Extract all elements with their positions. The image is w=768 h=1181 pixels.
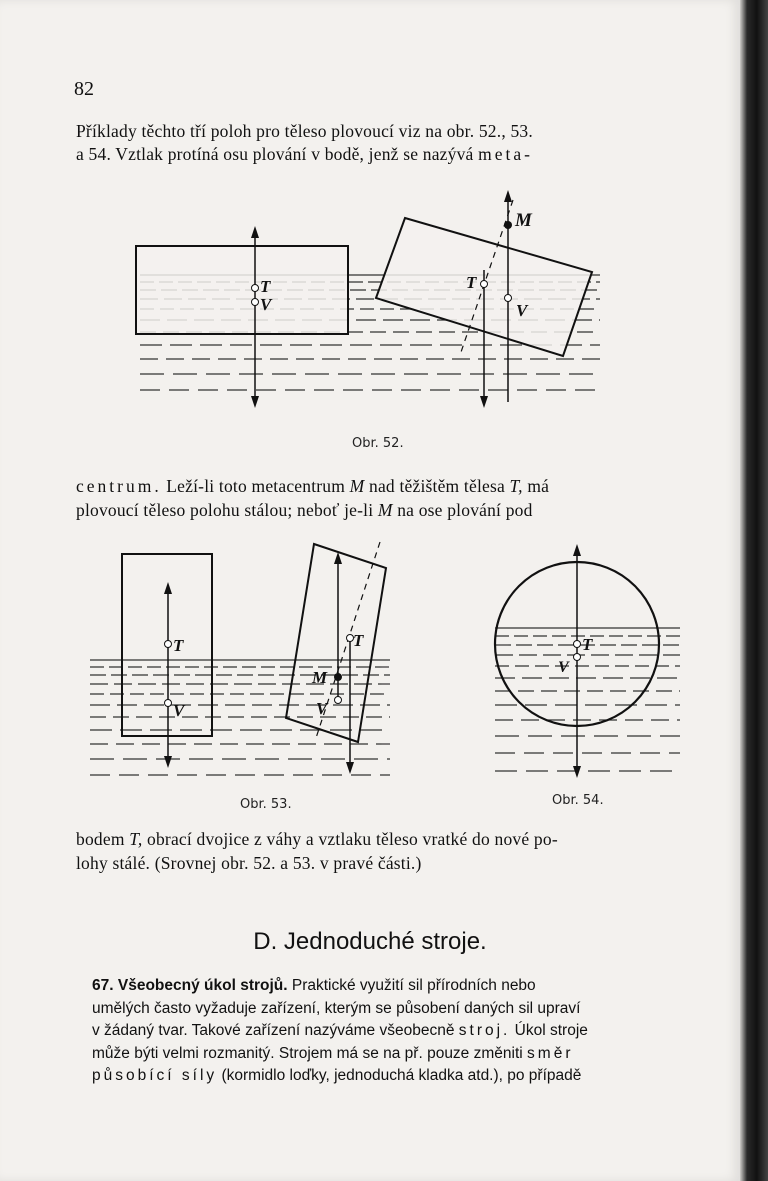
section-number: 67. [92, 977, 114, 994]
point-M [334, 673, 342, 681]
label-M: M [515, 210, 532, 231]
mid-line-2-text: plovoucí těleso polohu stálou; neboť je-li [76, 500, 374, 520]
label-T: T [173, 636, 184, 655]
symbol-T: T, [509, 476, 523, 496]
page-number: 82 [74, 78, 94, 100]
mid-spaced-word: centrum. [76, 476, 162, 496]
symbol-M: M [377, 500, 393, 520]
point-V [252, 299, 259, 306]
section-line-4-start: může býti velmi rozmanitý. Strojem má se na př. pouze změniti [92, 1044, 523, 1062]
arrow-up-icon [504, 190, 512, 202]
point-V [505, 295, 512, 302]
mid-line-2-end: na ose plování pod [397, 500, 533, 520]
after-line-1-text: obrací dvojice z váhy a vztlaku těleso vratké do nové po- [147, 829, 558, 849]
intro-line-2-text: a 54. Vztlak protíná osu plování v bodě, jenž se nazývá [76, 144, 474, 164]
section-spaced-sily: působící síly [92, 1067, 218, 1084]
mid-line-1-end: má [527, 476, 550, 496]
label-T: T [353, 631, 364, 650]
section-spaced-stroj: stroj. [458, 1022, 511, 1039]
section-heading: D. Jednoduché stroje. [253, 928, 487, 955]
figure-53-54 [80, 530, 680, 820]
label-V: V [516, 301, 528, 320]
point-T [165, 641, 172, 648]
figure-52 [120, 180, 620, 460]
section-line-1 [92, 975, 702, 998]
label-V: V [316, 699, 328, 718]
arrow-up-icon [164, 582, 172, 594]
section-line-3-end: Úkol stroje [514, 1022, 588, 1039]
intro-line-2 [76, 143, 533, 165]
section-line-5-end: (kormidlo loďky, jednoduchá kladka atd.), po případě [221, 1067, 582, 1084]
section-spaced-smer: směr [527, 1044, 574, 1062]
point-V [574, 654, 581, 661]
arrow-down-icon [164, 756, 172, 768]
label-T: T [466, 273, 477, 292]
arrow-up-icon [573, 544, 581, 556]
point-M [504, 221, 512, 229]
section-line-3-start: v žádaný tvar. Takové zařízení nazýváme všeobecně [92, 1022, 455, 1039]
section-line-4 [92, 1043, 702, 1066]
section-title: Všeobecný úkol strojů. [117, 977, 288, 994]
arrow-down-icon [251, 396, 259, 408]
point-T [574, 641, 581, 648]
mid-line-1-text: Leží-li toto metacentrum [166, 476, 346, 496]
label-T: T [260, 277, 271, 296]
section-line-1-text: Praktické využití sil přírodních nebo [291, 977, 536, 994]
caption-obr-52: Obr. 52. [352, 436, 404, 451]
point-T [481, 281, 488, 288]
caption-obr-53: Obr. 53. [240, 797, 292, 812]
label-T: T [582, 635, 593, 654]
label-V: V [173, 701, 185, 720]
after-line-2: lohy stálé. (Srovnej obr. 52. a 53. v pravé části.) [76, 853, 422, 873]
mid-line-1-tail: nad těžištěm tělesa [369, 476, 505, 496]
after-line-1-start: bodem [76, 829, 125, 849]
arrow-up-icon [251, 226, 259, 238]
section-line-3 [92, 1020, 702, 1043]
label-V: V [558, 659, 569, 676]
intro-spaced-word: meta- [478, 144, 533, 164]
mid-line-1 [76, 475, 549, 497]
section-line-2: umělých často vyžaduje zařízení, kterým se působení daných sil upraví [92, 999, 581, 1017]
after-line-1 [76, 828, 558, 850]
point-T [252, 285, 259, 292]
arrow-down-icon [573, 766, 581, 778]
section-line-5 [92, 1065, 702, 1088]
arrow-down-icon [480, 396, 488, 408]
section-67 [92, 975, 702, 1088]
label-M: M [312, 668, 328, 687]
body-tall-tilted [286, 544, 386, 742]
label-V: V [260, 295, 272, 314]
symbol-T: T, [129, 829, 143, 849]
intro-line-1: Příklady těchto tří poloh pro těleso plovoucí viz na obr. 52., 53. [76, 121, 533, 141]
symbol-M: M [349, 476, 365, 496]
arrow-down-icon [346, 762, 354, 774]
caption-obr-54: Obr. 54. [552, 793, 604, 808]
body-upright [136, 246, 348, 334]
point-V [335, 697, 342, 704]
page-binding-edge [740, 0, 768, 1181]
mid-line-2 [76, 499, 533, 521]
point-V [165, 700, 172, 707]
